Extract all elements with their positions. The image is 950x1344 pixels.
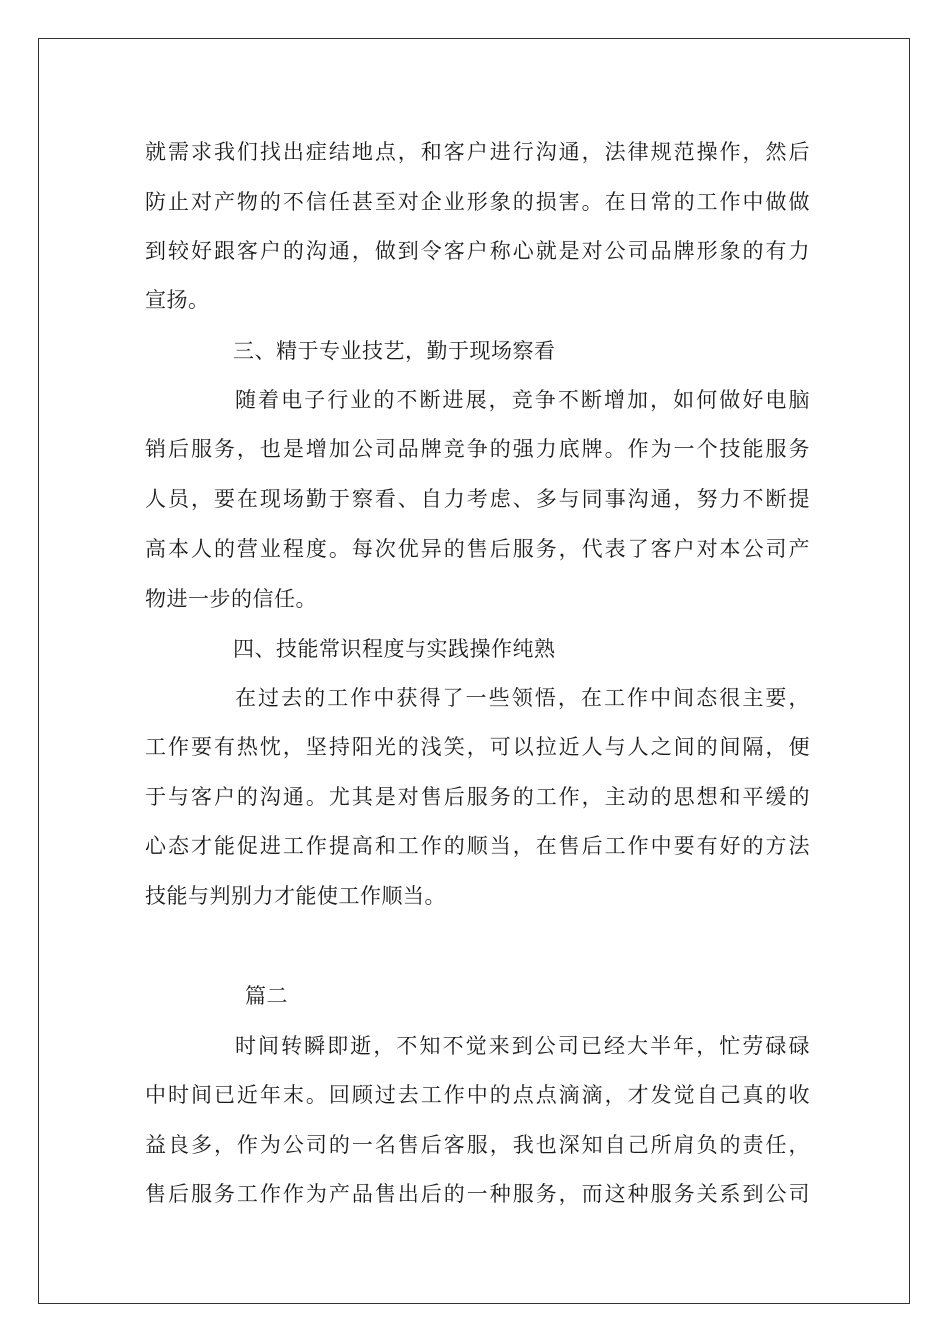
paragraph-line: 中时间已近年末。回顾过去工作中的点点滴滴，才发觉自己真的收 bbox=[145, 1083, 810, 1107]
paragraph-line: 宣扬。 bbox=[145, 288, 210, 312]
paragraph-line: 销后服务，也是增加公司品牌竞争的强力底牌。作为一个技能服务 bbox=[145, 437, 810, 461]
section-title: 篇二 bbox=[245, 984, 288, 1008]
section-heading-3: 三、精于专业技艺，勤于现场察看 bbox=[233, 339, 556, 363]
paragraph-line: 心态才能促进工作提高和工作的顺当，在售后工作中要有好的方法 bbox=[145, 834, 810, 858]
paragraph-line: 高本人的营业程度。每次优异的售后服务，代表了客户对本公司产 bbox=[145, 537, 810, 561]
paragraph-line: 时间转瞬即逝，不知不觉来到公司已经大半年，忙劳碌碌 bbox=[235, 1034, 810, 1058]
section-heading-4: 四、技能常识程度与实践操作纯熟 bbox=[233, 637, 556, 661]
paragraph-line: 在过去的工作中获得了一些领悟，在工作中间态很主要， bbox=[235, 686, 810, 710]
paragraph-line: 随着电子行业的不断进展，竞争不断增加，如何做好电脑 bbox=[235, 388, 810, 412]
paragraph-line: 售后服务工作作为产品售出后的一种服务，而这种服务关系到公司 bbox=[145, 1182, 810, 1206]
paragraph-line: 工作要有热忱，坚持阳光的浅笑，可以拉近人与人之间的间隔，便 bbox=[145, 735, 810, 759]
paragraph-line: 就需求我们找出症结地点，和客户进行沟通，法律规范操作，然后 bbox=[145, 140, 810, 164]
paragraph-line: 防止对产物的不信任甚至对企业形象的损害。在日常的工作中做做 bbox=[145, 190, 810, 214]
paragraph-line: 到较好跟客户的沟通，做到令客户称心就是对公司品牌形象的有力 bbox=[145, 239, 810, 263]
paragraph-line: 技能与判别力才能使工作顺当。 bbox=[145, 884, 446, 908]
page-frame bbox=[38, 38, 910, 1304]
paragraph-line: 于与客户的沟通。尤其是对售后服务的工作，主动的思想和平缓的 bbox=[145, 785, 810, 809]
paragraph-line: 物进一步的信任。 bbox=[145, 587, 317, 611]
paragraph-line: 益良多，作为公司的一名售后客服，我也深知自己所肩负的责任， bbox=[145, 1133, 810, 1157]
paragraph-line: 人员，要在现场勤于察看、自力考虑、多与同事沟通，努力不断提 bbox=[145, 487, 810, 511]
